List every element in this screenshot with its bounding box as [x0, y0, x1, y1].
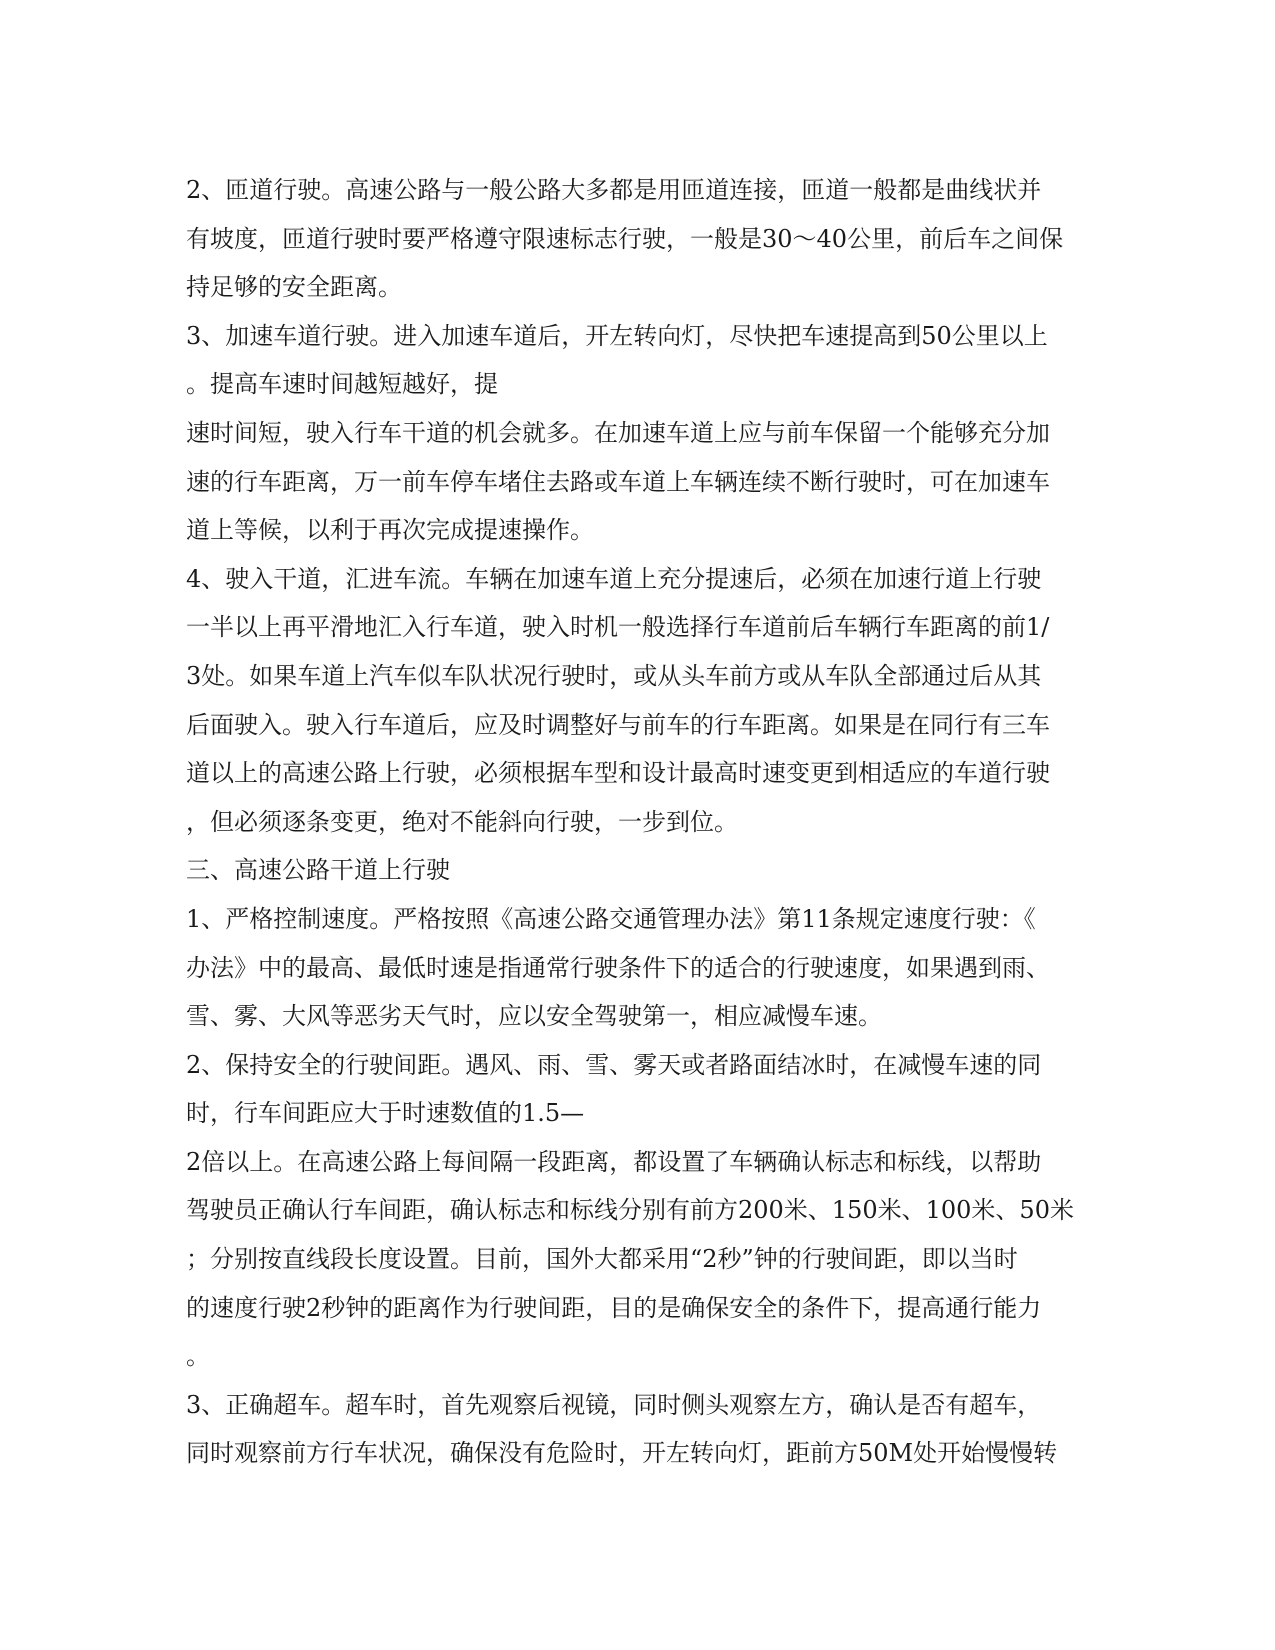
document-body: [186, 166, 1086, 1478]
text-line: 3、加速车道行驶。进入加速车道后，开左转向灯，尽快把车速提高到50公里以上: [186, 321, 1048, 350]
section-heading: 三、高速公路干道上行驶: [186, 856, 450, 885]
text-line: 速的行车距离，万一前车停车堵住去路或车道上车辆连续不断行驶时，可在加速车: [186, 467, 1050, 496]
text-line: 持足够的安全距离。: [186, 273, 402, 302]
text-line: 一半以上再平滑地汇入行车道，驶入时机一般选择行车道前后车辆行车距离的前1/: [186, 613, 1050, 642]
text-line: ；分别按直线段长度设置。目前，国外大都采用“2秒”钟的行驶间距，即以当时: [186, 1245, 1018, 1274]
text-line: 道以上的高速公路上行驶，必须根据车型和设计最高时速变更到相适应的车道行驶: [186, 759, 1050, 788]
text-line: 办法》中的最高、最低时速是指通常行驶条件下的适合的行驶速度，如果遇到雨、: [186, 953, 1050, 982]
text-line: 有坡度，匝道行驶时要严格遵守限速标志行驶，一般是30～40公里，前后车之间保: [186, 224, 1064, 253]
text-line: 2、匝道行驶。高速公路与一般公路大多都是用匝道连接，匝道一般都是曲线状并: [186, 176, 1042, 204]
text-line: 3处。如果车道上汽车似车队状况行驶时，或从头车前方或从车队全部通过后从其: [186, 661, 1042, 690]
text-line: 的速度行驶2秒钟的距离作为行驶间距，目的是确保安全的条件下，提高通行能力: [186, 1293, 1042, 1322]
text-line: 后面驶入。驶入行车道后，应及时调整好与前车的行车距离。如果是在同行有三车: [186, 710, 1050, 739]
text-line: ，但必须逐条变更，绝对不能斜向行驶，一步到位。: [186, 807, 738, 836]
text-line: 道上等候，以利于再次完成提速操作。: [186, 516, 594, 545]
text-line: 1、严格控制速度。严格按照《高速公路交通管理办法》第11条规定速度行驶：《: [186, 904, 1036, 933]
text-line: 同时观察前方行车状况，确保没有危险时，开左转向灯，距前方50M处开始慢慢转: [186, 1439, 1058, 1468]
text-line: 雪、雾、大风等恶劣天气时，应以安全驾驶第一，相应减慢车速。: [186, 1002, 882, 1031]
text-line: 2、保持安全的行驶间距。遇风、雨、雪、雾天或者路面结冰时，在减慢车速的同: [186, 1050, 1042, 1079]
text-line: 速时间短，驶入行车干道的机会就多。在加速车道上应与前车保留一个能够充分加: [186, 418, 1050, 447]
text-line: 驾驶员正确认行车间距，确认标志和标线分别有前方200米、150米、100米、50米: [186, 1196, 1074, 1225]
text-line: 4、驶入干道，汇进车流。车辆在加速车道上充分提速后，必须在加速行道上行驶: [186, 564, 1042, 593]
text-line: 3、正确超车。超车时，首先观察后视镜，同时侧头观察左方，确认是否有超车，: [186, 1390, 1042, 1419]
text-line: 。: [186, 1342, 210, 1371]
text-line: 2倍以上。在高速公路上每间隔一段距离，都设置了车辆确认标志和标线，以帮助: [186, 1147, 1042, 1176]
text-line: 。提高车速时间越短越好，提: [186, 370, 498, 399]
text-line: 时，行车间距应大于时速数值的1.5—: [186, 1099, 585, 1128]
